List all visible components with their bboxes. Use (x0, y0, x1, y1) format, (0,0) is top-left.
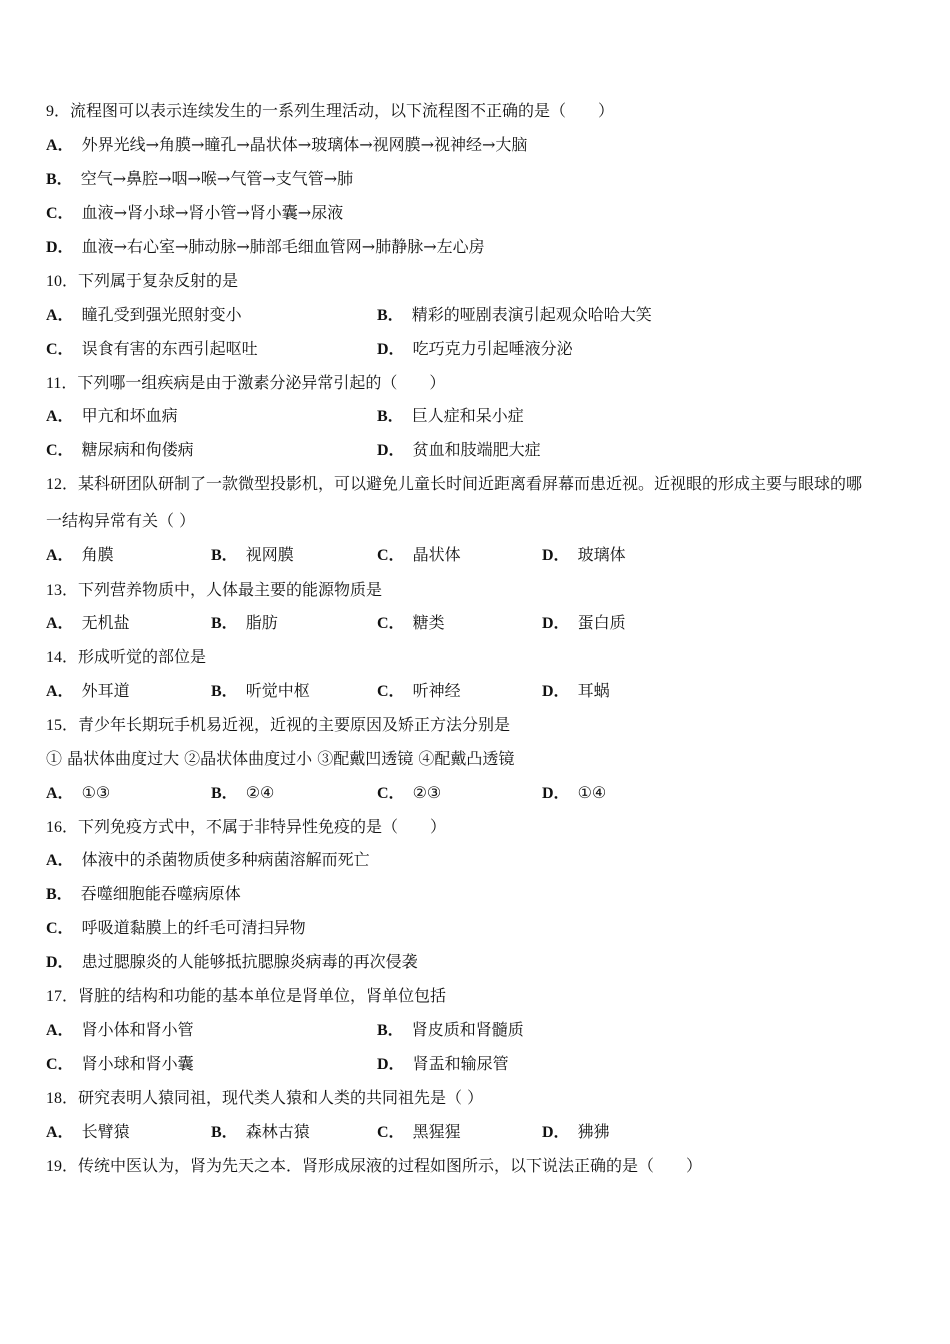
question-13-option-a: A． 无机盐 (46, 613, 130, 632)
question-11-option-c: C． 糖尿病和佝偻病 (46, 440, 194, 459)
question-13-stem: 13．下列营养物质中，人体最主要的能源物质是 (46, 580, 383, 599)
question-14-stem: 14．形成听觉的部位是 (46, 647, 207, 666)
question-17-option-a: A． 肾小体和肾小管 (46, 1020, 194, 1039)
question-13-option-b: B． 脂肪 (211, 613, 278, 632)
question-14-option-b: B． 听觉中枢 (211, 681, 310, 700)
question-9-option-a: A． 外界光线→角膜→瞳孔→晶状体→玻璃体→视网膜→视神经→大脑 (46, 135, 528, 154)
question-18-option-d: D． 狒狒 (542, 1122, 610, 1141)
question-15-option-c: C． ②③ (377, 783, 442, 802)
question-10-option-b: B． 精彩的哑剧表演引起观众哈哈大笑 (377, 305, 652, 324)
question-18-option-a: A． 长臂猿 (46, 1122, 130, 1141)
question-15-option-d: D． ①④ (542, 783, 607, 802)
question-15-option-b: B． ②④ (211, 783, 275, 802)
question-12-option-d: D． 玻璃体 (542, 545, 626, 564)
question-9-option-c: C． 血液→肾小球→肾小管→肾小囊→尿液 (46, 203, 344, 222)
question-11-option-d: D． 贫血和肢端肥大症 (377, 440, 541, 459)
question-11-stem: 11．下列哪一组疾病是由于激素分泌异常引起的（ ） (46, 373, 446, 392)
question-16-option-a: A． 体液中的杀菌物质使多种病菌溶解而死亡 (46, 850, 370, 869)
question-12-stem-continued: 一结构异常有关（ ） (46, 511, 196, 530)
question-10-option-d: D． 吃巧克力引起唾液分泌 (377, 339, 573, 358)
question-14-option-c: C． 听神经 (377, 681, 461, 700)
question-16-option-b: B． 吞噬细胞能吞噬病原体 (46, 884, 241, 903)
question-18-stem: 18．研究表明人猿同祖，现代类人猿和人类的共同祖先是（ ） (46, 1088, 484, 1107)
question-14-option-a: A． 外耳道 (46, 681, 130, 700)
question-19-stem: 19．传统中医认为，肾为先天之本．肾形成尿液的过程如图所示，以下说法正确的是（ ） (46, 1156, 703, 1175)
question-14-option-d: D． 耳蜗 (542, 681, 610, 700)
question-9-stem: 9．流程图可以表示连续发生的一系列生理活动，以下流程图不正确的是（ ） (46, 101, 615, 120)
question-15-statements: ① 晶状体曲度过大 ②晶状体曲度过小 ③配戴凹透镜 ④配戴凸透镜 (46, 749, 515, 768)
question-18-option-c: C． 黑猩猩 (377, 1122, 461, 1141)
question-16-option-c: C． 呼吸道黏膜上的纤毛可清扫异物 (46, 918, 306, 937)
question-17-option-c: C． 肾小球和肾小囊 (46, 1054, 194, 1073)
question-12-option-c: C． 晶状体 (377, 545, 461, 564)
question-11-option-b: B． 巨人症和呆小症 (377, 406, 524, 425)
question-15-option-a: A． ①③ (46, 783, 111, 802)
question-17-stem: 17．肾脏的结构和功能的基本单位是肾单位，肾单位包括 (46, 986, 447, 1005)
question-11-option-a: A． 甲亢和坏血病 (46, 406, 178, 425)
question-12-option-b: B． 视网膜 (211, 545, 294, 564)
question-12-option-a: A． 角膜 (46, 545, 114, 564)
question-13-option-d: D． 蛋白质 (542, 613, 626, 632)
question-17-option-d: D． 肾盂和输尿管 (377, 1054, 509, 1073)
question-9-option-b: B． 空气→鼻腔→咽→喉→气管→支气管→肺 (46, 169, 354, 188)
question-10-option-a: A． 瞳孔受到强光照射变小 (46, 305, 242, 324)
question-16-stem: 16．下列免疫方式中，不属于非特异性免疫的是（ ） (46, 817, 447, 836)
question-12-stem: 12．某科研团队研制了一款微型投影机，可以避免儿童长时间近距离看屏幕而患近视。近视眼的形成主要与眼球的哪 (46, 474, 863, 493)
question-16-option-d: D． 患过腮腺炎的人能够抵抗腮腺炎病毒的再次侵袭 (46, 952, 418, 971)
question-10-option-c: C． 误食有害的东西引起呕吐 (46, 339, 258, 358)
question-15-stem: 15．青少年长期玩手机易近视，近视的主要原因及矫正方法分别是 (46, 715, 511, 734)
question-18-option-b: B． 森林古猿 (211, 1122, 310, 1141)
question-10-stem: 10．下列属于复杂反射的是 (46, 271, 239, 290)
question-9-option-d: D． 血液→右心室→肺动脉→肺部毛细血管网→肺静脉→左心房 (46, 237, 485, 256)
question-17-option-b: B． 肾皮质和肾髓质 (377, 1020, 524, 1039)
question-13-option-c: C． 糖类 (377, 613, 445, 632)
